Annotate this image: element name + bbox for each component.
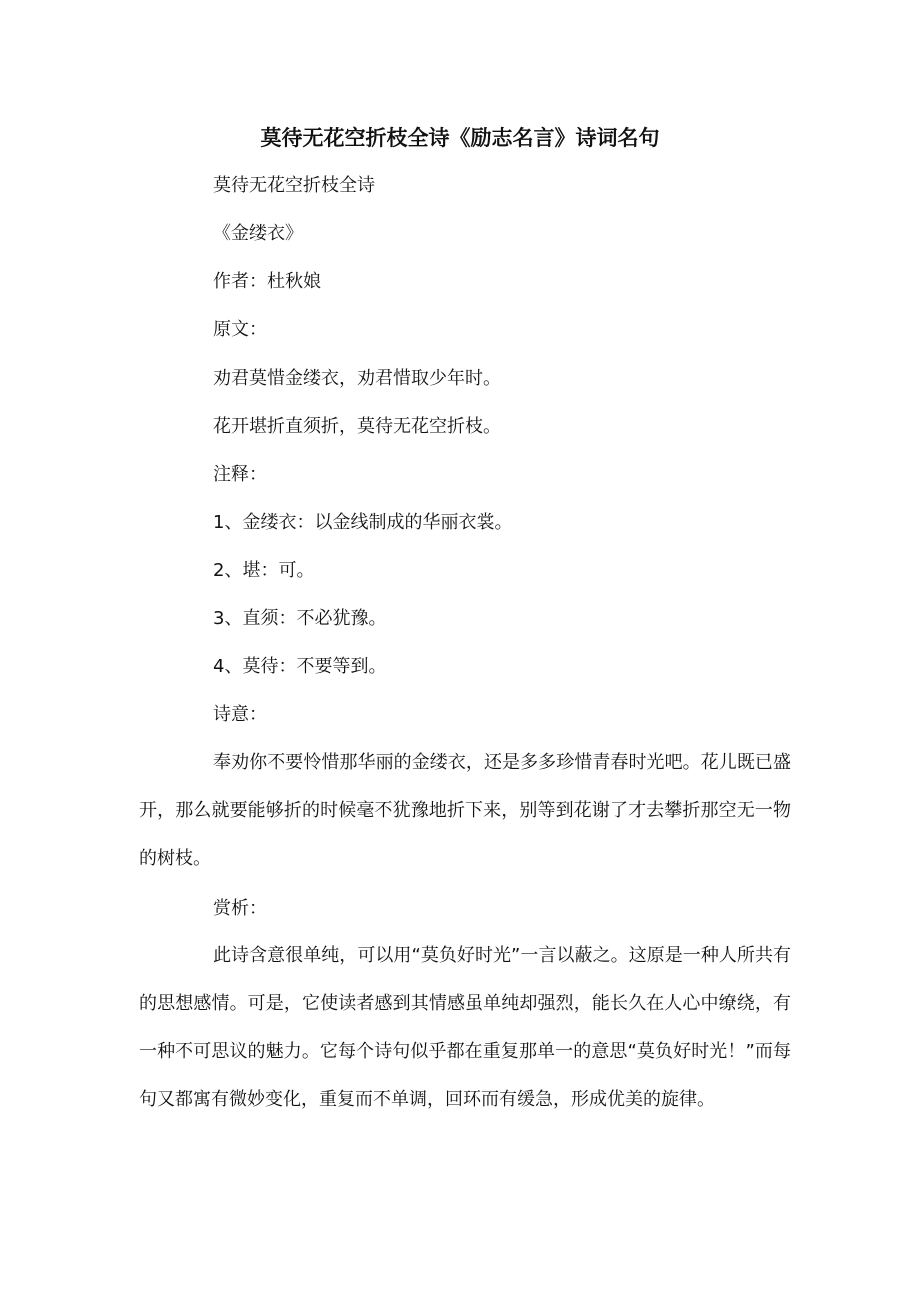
appreciation-heading: 赏析： — [213, 898, 267, 919]
meaning-heading: 诗意： — [213, 704, 267, 725]
note-4: 4、莫待：不要等到。 — [213, 656, 387, 677]
document-title: 莫待无花空折枝全诗《励志名言》诗词名句 — [260, 126, 660, 150]
note-1: 1、金缕衣：以金线制成的华丽衣裳。 — [213, 512, 513, 533]
poem-line-1: 劝君莫惜金缕衣，劝君惜取少年时。 — [213, 368, 501, 389]
subtitle-poem-name: 莫待无花空折枝全诗 — [213, 175, 375, 196]
poem-line-2: 花开堪折直须折，莫待无花空折枝。 — [213, 416, 501, 437]
appreciation-paragraph: 此诗含意很单纯，可以用“莫负好时光”一言以蔽之。这原是一种人所共有的思想感情。可是，它使读者感到其情感虽单纯却强烈，能长久在人心中缭绕，有一种不可思议的魅力。它每个诗句似乎都在重复那单一的意思“莫负好时光！”而每句又都寓有微妙变化，重复而不单调，回环而有缓急，形成优美的旋律。 — [139, 945, 791, 1110]
poem-author: 作者：杜秋娘 — [213, 271, 321, 292]
note-2: 2、堪：可。 — [213, 560, 315, 581]
meaning-paragraph: 奉劝你不要怜惜那华丽的金缕衣，还是多多珍惜青春时光吧。花儿既已盛开，那么就要能够折的时候毫不犹豫地折下来，别等到花谢了才去攀折那空无一物的树枝。 — [139, 752, 791, 869]
original-text-heading: 原文： — [213, 319, 267, 340]
note-3: 3、直须：不必犹豫。 — [213, 608, 387, 629]
poem-title: 《金缕衣》 — [213, 223, 303, 244]
notes-heading: 注释： — [213, 464, 267, 485]
